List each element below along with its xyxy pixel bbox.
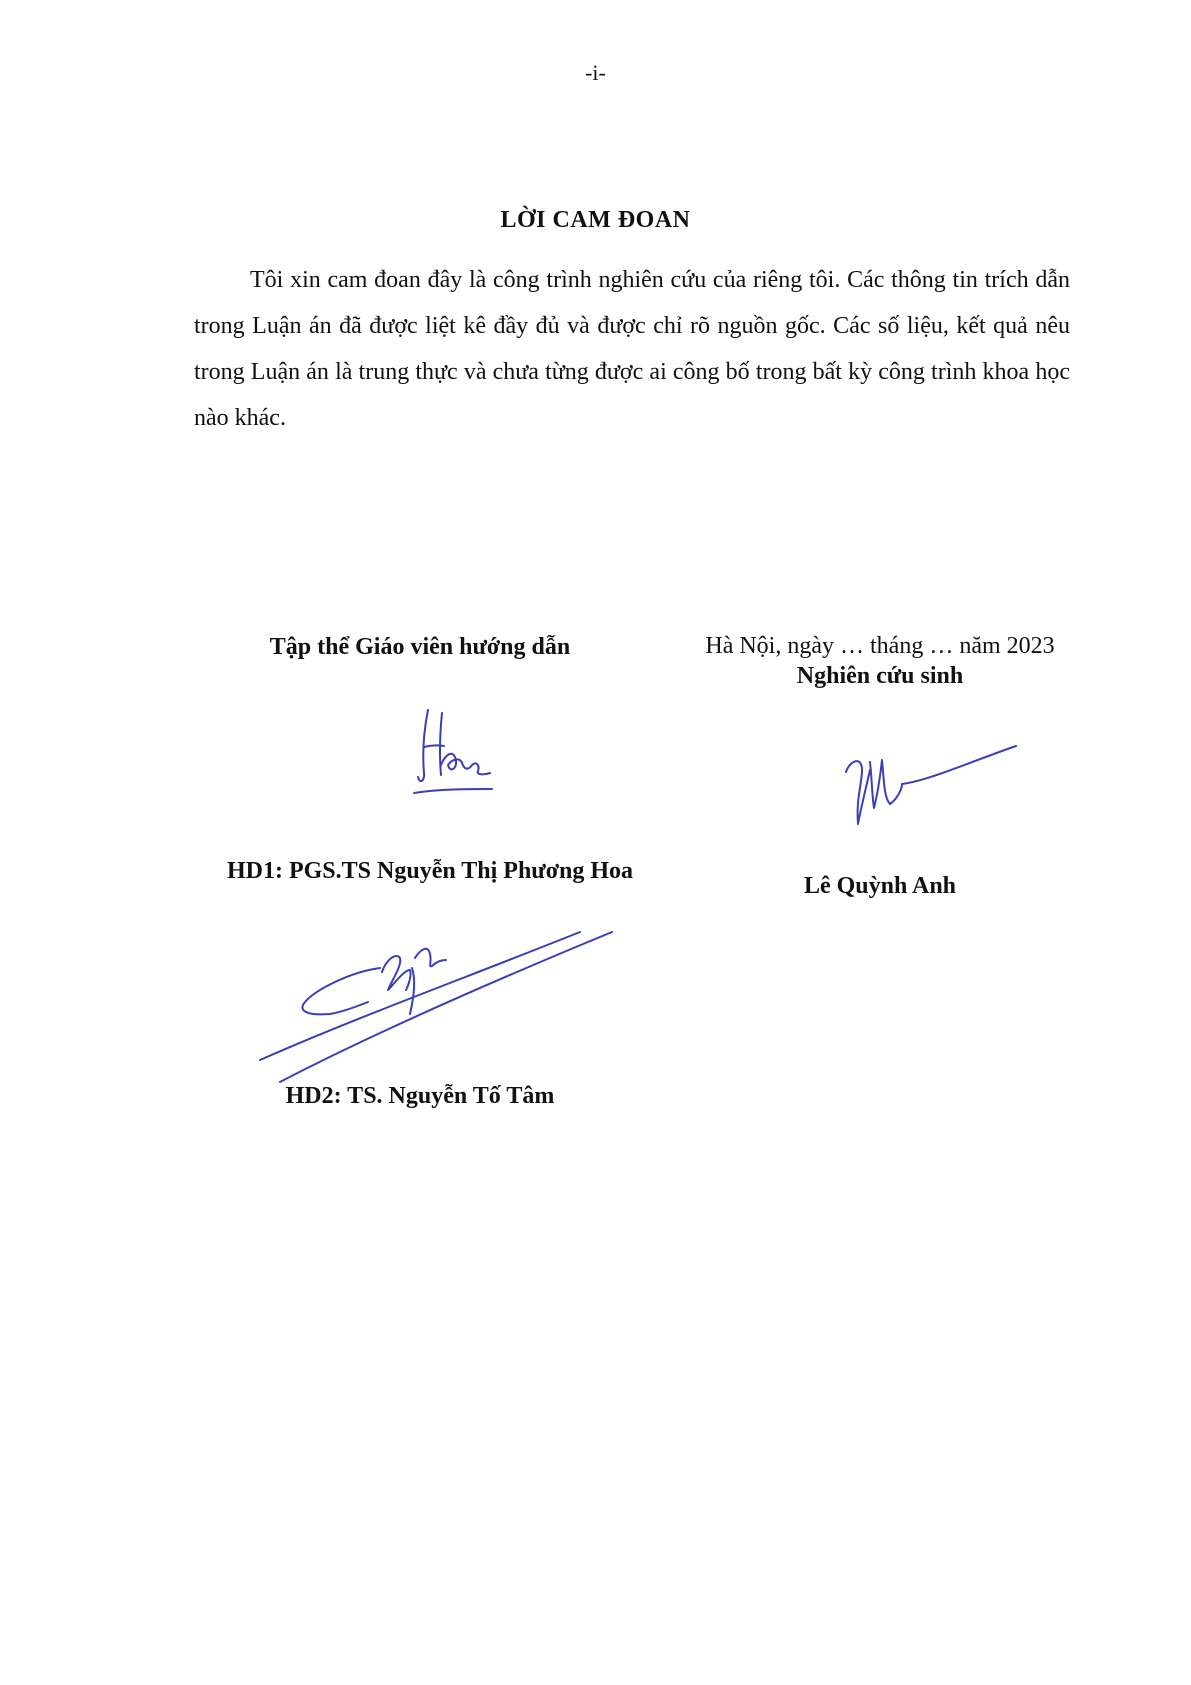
candidate-name: Lê Quỳnh Anh	[803, 873, 957, 899]
hd1-name: HD1: PGS.TS Nguyễn Thị Phương Hoa	[226, 858, 633, 884]
declaration-paragraph: Tôi xin cam đoan đây là công trình nghiên cứu của riêng tôi. Các thông tin trích dẫn trong Luận án đã được liệt kê đầy đủ và được chỉ rõ nguồn gốc. Các số liệu, kết quả nêu trong Luận án là trung thực và chưa từng được ai công bố trong bất kỳ công trình khoa học nào khác.	[194, 267, 1070, 431]
hd2-name: HD2: TS. Nguyễn Tố Tâm	[285, 1083, 555, 1109]
page-number: -i-	[585, 60, 606, 85]
advisors-heading: Tập thể Giáo viên hướng dẫn	[269, 634, 571, 660]
hd2-signature	[260, 910, 620, 1080]
hd1-signature	[410, 705, 500, 800]
place-date-line: Hà Nội, ngày … tháng … năm 2023	[705, 633, 1055, 659]
candidate-signature	[840, 740, 1020, 840]
candidate-heading: Nghiên cứu sinh	[796, 663, 964, 689]
page-title: LỜI CAM ĐOAN	[500, 207, 691, 233]
